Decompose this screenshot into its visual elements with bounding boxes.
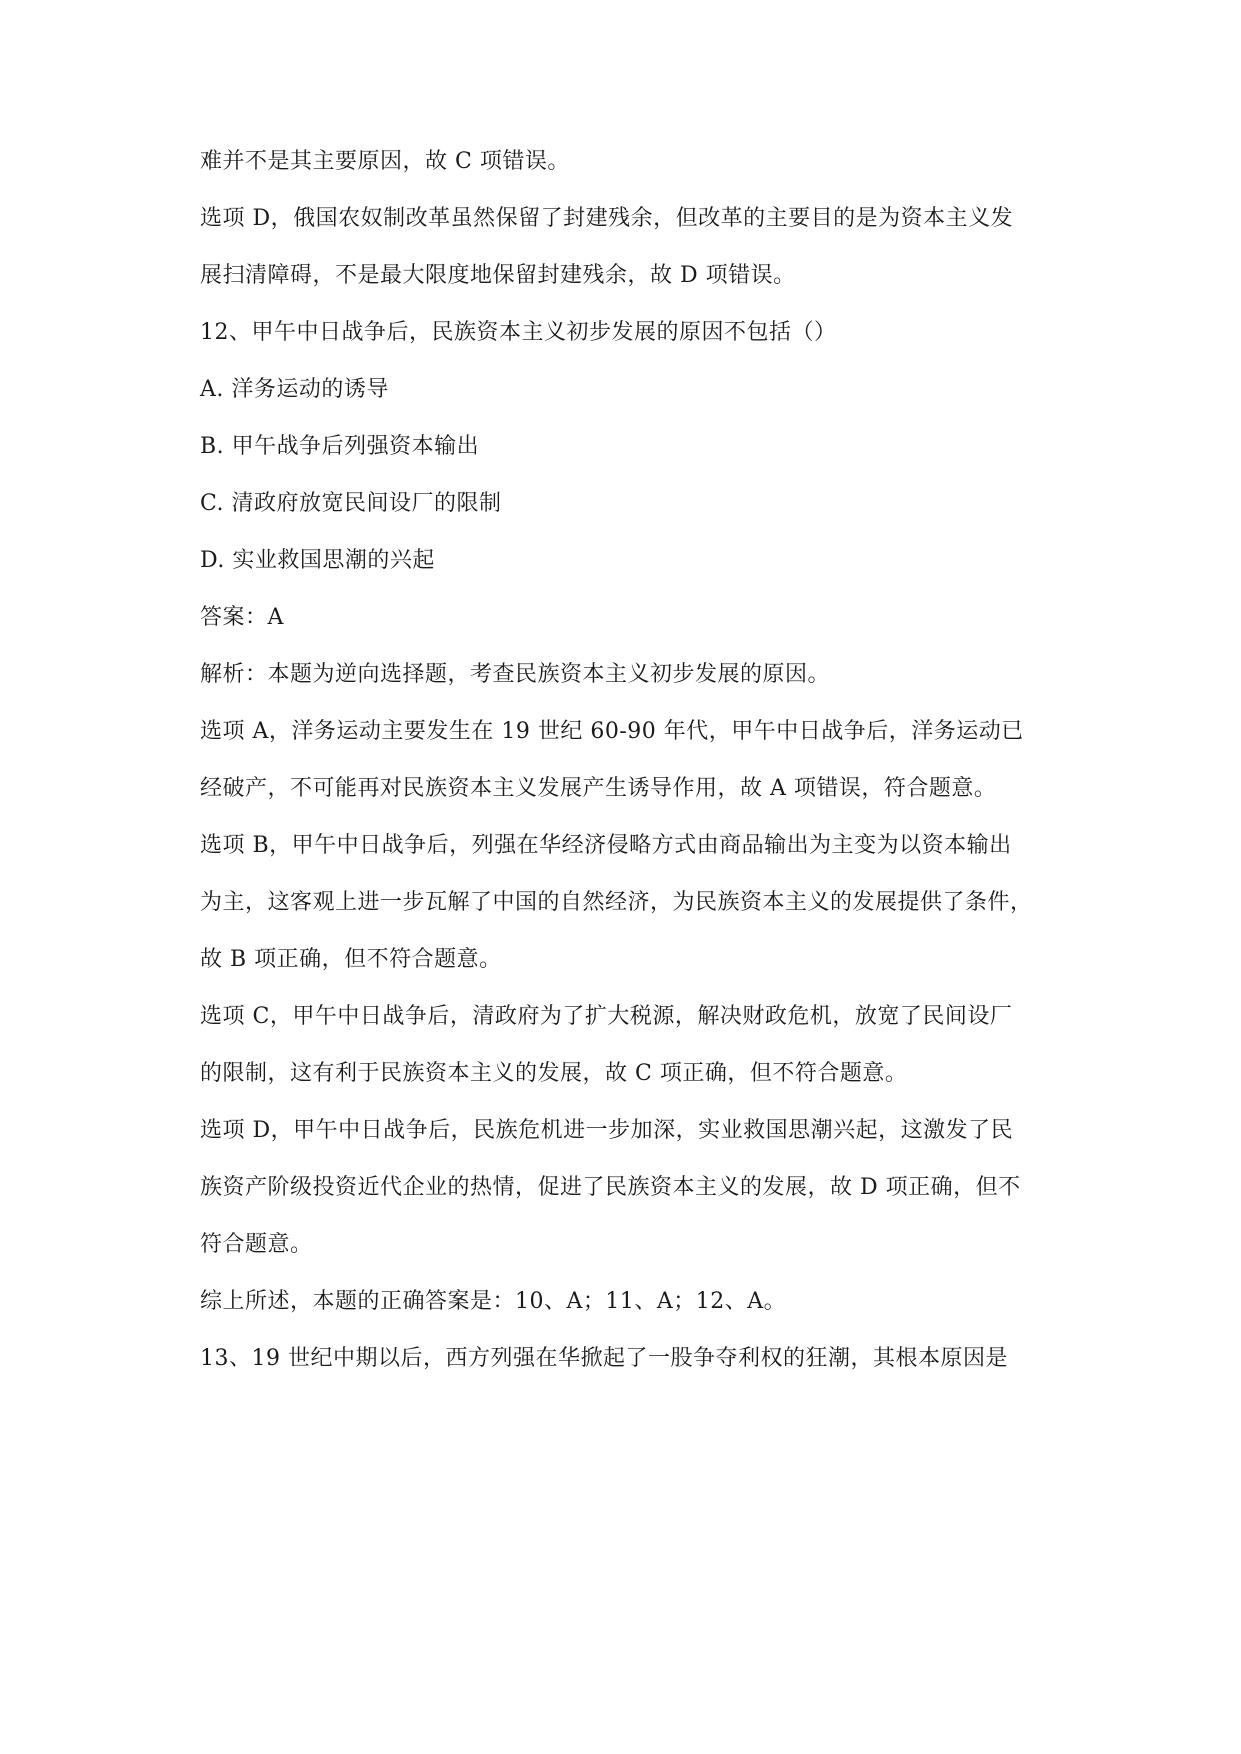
question-13-stem: 13、19 世纪中期以后，西方列强在华掀起了一股争夺利权的狂潮，其根本原因是 [200, 1346, 1008, 1371]
answer-line: 答案：A [200, 605, 284, 630]
analysis-intro: 解析：本题为逆向选择题，考查民族资本主义初步发展的原因。 [200, 662, 831, 687]
text-line-3: 展扫清障碍，不是最大限度地保留封建残余，故 D 项错误。 [200, 263, 796, 288]
text-line-1: 难并不是其主要原因，故 C 项错误。 [200, 149, 570, 174]
text-line-12: 经破产，不可能再对民族资本主义发展产生诱导作用，故 A 项错误，符合题意。 [200, 776, 997, 801]
option-a: A. 洋务运动的诱导 [200, 377, 389, 402]
text-line-17: 的限制，这有利于民族资本主义的发展，故 C 项正确，但不符合题意。 [200, 1061, 908, 1086]
text-line-13: 选项 B，甲午中日战争后，列强在华经济侵略方式由商品输出为主变为以资本输出 [200, 833, 1012, 858]
text-line-18: 选项 D，甲午中日战争后，民族危机进一步加深，实业救国思潮兴起，这激发了民 [200, 1118, 1014, 1143]
question-12-stem: 12、甲午中日战争后，民族资本主义初步发展的原因不包括（） [200, 320, 837, 345]
text-line-16: 选项 C，甲午中日战争后，清政府为了扩大税源，解决财政危机，放宽了民间设厂 [200, 1004, 1013, 1029]
text-line-2: 选项 D，俄国农奴制改革虽然保留了封建残余，但改革的主要目的是为资本主义发 [200, 206, 1014, 231]
text-line-14: 为主，这客观上进一步瓦解了中国的自然经济，为民族资本主义的发展提供了条件， [200, 890, 1033, 915]
option-d: D. 实业救国思潮的兴起 [200, 548, 435, 573]
summary-line: 综上所述，本题的正确答案是：10、A；11、A；12、A。 [200, 1289, 787, 1314]
option-b: B. 甲午战争后列强资本输出 [200, 434, 480, 459]
option-c: C. 清政府放宽民间设厂的限制 [200, 491, 502, 516]
text-line-15: 故 B 项正确，但不符合题意。 [200, 947, 502, 972]
text-line-19: 族资产阶级投资近代企业的热情，促进了民族资本主义的发展，故 D 项正确，但不 [200, 1175, 1021, 1200]
text-line-20: 符合题意。 [200, 1232, 313, 1257]
text-line-11: 选项 A，洋务运动主要发生在 19 世纪 60-90 年代，甲午中日战争后，洋务运动已 [200, 719, 1024, 744]
